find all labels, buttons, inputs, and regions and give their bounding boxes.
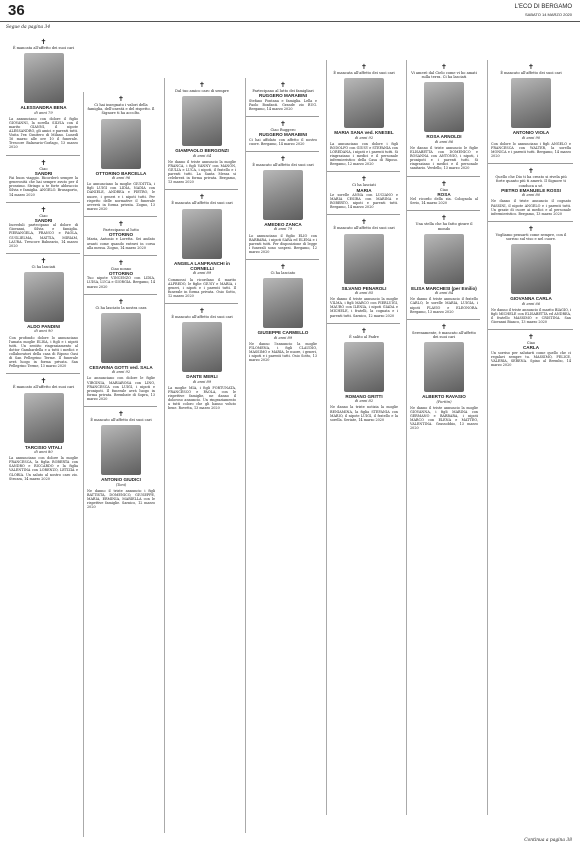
column-4 <box>245 78 319 833</box>
obituary-notice <box>246 78 319 117</box>
deceased-name: ANTONIO GIUDICI <box>101 477 141 483</box>
deceased-name: ALBERTO RAVASIO <box>422 394 466 400</box>
obituary-notice <box>246 152 319 260</box>
deceased-name: CESARINA GOTTI ved. SALA <box>89 364 153 370</box>
deceased-name: ANTONIO VIOLA <box>512 130 550 136</box>
portrait-photo <box>24 393 64 443</box>
column-5 <box>326 60 400 815</box>
deceased-age: di anni 84 <box>434 291 454 296</box>
deceased-name: SANDRI <box>34 217 53 223</box>
notice-intro: Partecipano al lutto dei famigliari <box>252 89 314 93</box>
cross-icon: ✝ <box>280 81 286 89</box>
deceased-name: ALDO PANDINI <box>27 324 60 330</box>
deceased-name: ELISA MARCHESI (per Emilio) <box>411 285 477 291</box>
deceased-age: di anni 89 <box>192 271 212 276</box>
notice-intro: Ci ha lasciati <box>31 264 56 269</box>
deceased-name: OTTORINO BARCELLA <box>95 170 147 176</box>
obituary-notice <box>165 190 238 304</box>
portrait-photo <box>101 313 141 363</box>
obituary-notice <box>407 177 480 212</box>
obituary-notice <box>165 78 238 190</box>
notice-body: Ne danno il triste annuncio le figlie ELISABETTA con DOMENICO e ROSANNA con ANTONIO, i nipoti, i pronipoti e i parenti tutti. Si ringraziano i medici e il personale sanitario. Verdello, 13 marzo 2020 <box>410 146 478 171</box>
deceased-name: GIAMPAOLO BERGONZI <box>175 148 229 154</box>
column-3 <box>164 78 238 833</box>
portrait-photo <box>424 342 464 392</box>
obituary-notice <box>84 295 157 407</box>
obituary-notice <box>6 203 80 254</box>
notice-body: La annunciano con dolore il figlio GIOVANNI, la sorella SILVIA con il marito GIANNI, il nipote ALESSANDRO, gli amici e parenti tutti. Visita l'ex Cimitero di Milano. Lunedì 16 marzo alle ore 10 il funerale. Trescore Balneario-Gorlago, 13 marzo 2020 <box>9 116 78 150</box>
cross-icon: ✝ <box>441 214 447 223</box>
deceased-name: RUGGERO MARABINI <box>259 132 307 138</box>
cross-icon: ✝ <box>280 154 286 163</box>
notice-body: Ne danno il triste annuncio la moglie FRANCA, i figli VANNY con MANON, GIULIA e LUCA, i nipoti, il fratello e i parenti tutti. La Santa Messa si celebrerà in forma privata. Bergamo, 13 marzo 2020 <box>168 159 236 185</box>
cross-icon: ✝ <box>118 410 124 419</box>
deceased-age: di anni 80 <box>521 193 541 198</box>
cross-icon: ✝ <box>40 256 47 265</box>
obituary-notice <box>6 374 80 485</box>
notice-intro: È mancata all'affetto dei suoi cari <box>333 71 395 75</box>
cross-icon: ✝ <box>528 63 534 71</box>
notice-intro: Ci ha lasciati <box>352 183 376 188</box>
obituary-notice <box>407 320 480 436</box>
obituary-notice <box>84 92 157 217</box>
deceased-name: PIETRO EMANUELE ROSSI <box>501 187 561 193</box>
deceased-name: RUGGERO MARABINI <box>259 93 307 99</box>
notice-intro: È salito al Padre <box>349 334 379 339</box>
notice-intro: Ci hai insegnato i valori della famiglia, dell'onestà e del rispetto. Il Signore ti ha accolto. <box>87 103 155 116</box>
notice-intro: Ciao <box>39 166 48 171</box>
deceased-age: di anni 86 <box>434 139 454 144</box>
notice-body: La moglie MIA, i figli FORTUNATA, FRANCESCO e PAOLA, con le rispettive famiglie, ne danno il doloroso annuncio. Un ringraziamento a tutti coloro che gli hanno voluto bene. Rovetta, 13 marzo 2020 <box>168 385 236 411</box>
cross-icon: ✝ <box>528 333 534 342</box>
obituary-notice <box>84 407 157 514</box>
cross-icon: ✝ <box>118 219 124 228</box>
obituary-notice <box>327 60 400 172</box>
column-1 <box>6 35 80 835</box>
deceased-name: CARLA <box>522 345 540 351</box>
cross-icon: ✝ <box>40 158 47 167</box>
deceased-age: di anni 66 <box>521 301 541 306</box>
deceased-age: di anni 89 <box>192 379 212 384</box>
notice-body: Stefano Fontana e famiglia. Lella e Paolo Bonfanti. Grande zio RUG. Bergamo, 14 marzo 2020 <box>249 98 317 111</box>
notice-intro: È mancato all'affetto dei suoi cari <box>171 315 233 320</box>
deceased-name: MARIA SANA ved. KNESEL <box>334 130 394 136</box>
notice-intro: Dal tuo amico caro di sempre <box>175 89 229 93</box>
deceased-age: di anni 90 <box>521 135 541 140</box>
notice-body: Lo annunciano con dolore le figlie VIRGINIA, MARIAROSA con LINO, FRANCESCA con LUIGI, i nipoti e pronipoti. Il funerale avrà luogo in forma privata. Brembate di Sopra, 13 marzo 2020 <box>87 376 155 401</box>
notice-intro: È mancata all'affetto dei suoi cari <box>12 46 75 50</box>
cross-icon: ✝ <box>118 95 124 103</box>
portrait-photo <box>182 322 222 372</box>
obituary-notice <box>6 35 80 156</box>
publication-date: SABATO 14 MARZO 2020 <box>525 12 572 17</box>
deceased-name: OTTORINO <box>108 232 134 238</box>
deceased-age: (Toni) <box>115 482 127 487</box>
notice-intro: È mancato all'affetto dei suoi cari <box>500 71 562 75</box>
cross-icon: ✝ <box>528 224 534 233</box>
notice-body: Con dolore lo annunciano i figli ANGELO e FRANCESCA con WALTER, la sorella MONICA e i parenti tutti. Bergamo, 14 marzo 2020 <box>491 141 571 159</box>
deceased-age: di anni 82 <box>354 399 374 404</box>
notice-intro: Ciao Ruggero <box>270 127 296 132</box>
deceased-age: di anni 89 <box>273 335 293 340</box>
portrait-photo <box>511 244 551 294</box>
portrait-photo <box>424 234 464 284</box>
cross-icon: ✝ <box>199 81 205 89</box>
deceased-name: ROSA <box>437 191 451 197</box>
notice-body: Lo annunciano la moglie GIUDITTA, i figli LUIGI con LIDIA, NADIA con DANIELE, ANDREA e PIETRO, le nuore, i generi e i nipoti tutti. Per rispetto delle normative il funerale avverrà in forma privata. Zogno, 13 marzo 2020 <box>87 182 155 211</box>
obituary-notice <box>488 222 573 330</box>
notice-intro: Ciao <box>526 341 536 346</box>
deceased-name: DANTE MERLI <box>186 374 218 380</box>
deceased-age: di anni 64 <box>192 153 212 158</box>
deceased-age: di anni 96 <box>111 176 131 181</box>
notice-intro: È mancato all'affetto dei suoi cari <box>252 162 314 167</box>
deceased-name: ALESSANDRA BENA <box>20 105 67 111</box>
column-7 <box>487 60 573 815</box>
cross-icon: ✝ <box>199 193 205 202</box>
deceased-name: SANDRI <box>34 170 53 176</box>
notice-body: Ne danno il triste annuncio i figli BATTISTA, DOMENICO, GIUSEPPE, MARIA, ERMINIA, MARIELLA con le rispettive famiglie. Sarnico, 12 marzo 2020 <box>87 488 155 510</box>
cross-icon: ✝ <box>199 307 205 316</box>
deceased-name: TARCISIO VITALI <box>24 444 63 450</box>
cross-icon: ✝ <box>118 297 124 306</box>
deceased-name: ANGELA LANFRANCHI in CORNELLI <box>174 260 230 271</box>
notice-body: Ne danno la triste notizia la moglie BENIAMINA, la figlia STEFANIA con MARIO, il nipote LUIGI, il fratello e la sorella. Seriate, 14 marzo 2020 <box>330 405 398 422</box>
obituary-notice <box>6 254 80 375</box>
cross-icon: ✝ <box>361 218 367 227</box>
page-number: 36 <box>8 2 25 19</box>
cross-icon: ✝ <box>40 38 47 46</box>
portrait-photo <box>182 209 222 259</box>
notice-body: Un sorriso per salutarti come quello che ci regalavi sempre tu. MASSIMO, FELICE, VALERIA, SERENA. Spino al Brembo, 14 marzo 2020 <box>491 350 571 368</box>
deceased-name: MARIA <box>356 187 372 193</box>
portrait-photo <box>263 170 303 220</box>
deceased-age: di anni 92 <box>111 370 131 375</box>
notice-body: Fai buon viaggio. Ricorderò sempre la generosità che hai sempre avuto per il prossimo. Stringo a te forte abbraccio Silvia e famiglia. ANGELO. Brusaporto, 14 marzo 2020 <box>9 176 78 197</box>
obituary-notice <box>84 217 157 256</box>
portrait-photo <box>182 96 222 146</box>
notice-body: Increduli partecipano al dolore di Giovanni, Silvia e famiglia. PIERANGELA, FRANCO e PAOLA, GUGLIELMA, MATTIA, MIRIAM, LAURA. Trescore Balneario, 14 marzo 2020 <box>9 223 78 248</box>
deceased-age: di anni 92 <box>354 135 374 140</box>
portrait-photo <box>263 278 303 328</box>
cross-icon: ✝ <box>40 205 47 214</box>
obituary-notice <box>84 256 157 295</box>
notice-body: Ci hai affidato con affetto il nostro cuore. Bergamo, 14 marzo 2020 <box>249 137 317 146</box>
notice-body: Ne danno il triste annuncio il cognato PASSINI, il nipote ANGELO e i parenti tutti. Un grazie di cuore ai medici e al personale infermieristico. Bergamo, 13 marzo 2020 <box>491 199 571 216</box>
notice-intro: Vi amerò dal Cielo come vi ho amati sulla terra. Ci ha lasciati <box>411 71 477 80</box>
notice-body: Ne danno il triste annuncio la moglie VILMA, i figli MARCO con PIERLUIGI, MAURO con ILENIA, i nipoti GIADA e MICHELE, i fratelli, la cognata e i parenti tutti. Sarnico, 12 marzo 2020 <box>330 297 398 318</box>
cross-icon: ✝ <box>118 258 124 267</box>
cross-icon: ✝ <box>40 377 47 386</box>
notice-intro: È mancata all'affetto dei suoi cari <box>171 201 233 206</box>
notice-body: Commossi la ricordano il marito ALFREDO, le figlie GIUSY e MARIA, i generi, i nipoti e i parenti tutti. Il funerale in forma privata. Osio Sotto, 12 marzo 2020 <box>168 277 236 298</box>
notice-intro: Ci ha lasciato <box>270 270 296 275</box>
continued-to-note: Continua a pagina 38 <box>524 837 572 843</box>
cross-icon: ✝ <box>441 179 447 188</box>
portrait-photo <box>101 119 141 169</box>
obituary-notice <box>246 117 319 152</box>
page-header <box>0 0 580 22</box>
notice-body: Con profondo dolore lo annunciano l'amata moglie ELISA, i figli e i nipoti tutti. Un sentito ringraziamento al dottor Gambardella e a tutti i medici e collaboratori della casa di Riposo Oasi di San Pellegrino Terme. Il funerale avrà luogo in forma privata. San Pellegrino Terme, 13 marzo 2020 <box>9 335 78 369</box>
notice-intro: Una stella che ha fatto girare il mondo <box>415 222 473 231</box>
cross-icon: ✝ <box>280 119 286 128</box>
obituary-notice <box>6 156 80 203</box>
obituary-notice <box>246 260 319 367</box>
deceased-name: GIUSEPPE CARMELLO <box>257 330 309 336</box>
obituary-notice <box>165 304 238 415</box>
notice-intro: Partecipano al lutto <box>103 227 139 232</box>
notice-body: Ne danno il triste annuncio la moglie GIOVANNA, i figli MARINA con GERMANO e BARBARA, i nipoti MARCO con ELENA e MATTEO, VALENTINA. Grassobbio, 13 marzo 2020 <box>410 405 478 431</box>
obituary-notice <box>407 60 480 177</box>
notice-body: Lo annunciano il figlio ELIO con BARBARA, i nipoti SARA ed ELENA e i parenti tutti. Per disposizione di legge i funerali sono sospesi. Bergamo, 12 marzo 2020 <box>249 233 317 254</box>
deceased-name: GIOVANNA CARLA <box>510 296 552 302</box>
deceased-age: di anni 79 <box>34 110 53 115</box>
portrait-photo <box>344 342 384 392</box>
notice-intro: Serenamente, è mancato all'affetto dei suoi cari <box>412 330 476 339</box>
notice-body: Ne danno il triste annuncio il marito BIAGIO, i figli MICHELE con ELISABETTA ed ANDREA, il fratello MASSIMO e CRISTINA. San Giovanni Bianco, 13 marzo 2020 <box>491 307 571 325</box>
notice-body: Tuo nipote VINCENZO con LIDIA, LUISA, LUCA e GIORGIA. Bergamo, 14 marzo 2020 <box>87 276 155 289</box>
deceased-name: AMEDEO ZANCA <box>264 221 302 227</box>
cross-icon: ✝ <box>441 322 447 331</box>
notice-body: Ne danno l'annuncio la moglie FILOMENA, i figli CLAUDIO, MASSIMO e MARIA, le nuore, i generi, i nipoti e i parenti tutti. Osio Sotto, 13 marzo 2020 <box>249 341 317 363</box>
deceased-name: ROSA ARNOLDI <box>426 134 462 140</box>
obituary-notice <box>327 215 400 323</box>
portrait-photo <box>344 234 384 284</box>
deceased-name: SILVANO PENAROLI <box>341 285 387 291</box>
portrait-photo <box>344 78 384 128</box>
notice-intro: Quello che Dio ti ha creato si rivela più forte quanto più ti amerò. Il Signore ti conduca a sé. <box>495 175 567 188</box>
notice-body: La annunciano con dolore la moglie FRANCESCA, la figlia ROBERTA con SANDRO e RICCARDO e la figlia VALENTINA con LORENZO, LETIZIA e GLORIA. Un saluto al nostro caro zio. Strozza, 14 marzo 2020 <box>9 456 78 481</box>
notice-body: Le sorelle ANNA con LUCIANO e MARIA CESIRA con MARINA e ROBERTO, nipoti e parenti tutti. Bergamo, 14 marzo 2020 <box>330 192 398 210</box>
portrait-photo <box>24 272 64 322</box>
notice-body: Maria, Antonio e Loretta. Sei andato avanti come quando entravi in corsa alla messa. Zogno, 14 marzo 2020 <box>87 237 155 250</box>
obituary-notice <box>488 330 573 372</box>
deceased-age: di anni 90 <box>34 329 53 334</box>
deceased-age: di anni 79 <box>273 227 293 232</box>
notice-intro: Ciao <box>39 213 48 218</box>
deceased-age: di anni 85 <box>354 290 374 295</box>
notice-intro: È mancato all'affetto dei suoi cari <box>90 418 152 423</box>
obituary-notice <box>407 211 480 319</box>
column-2 <box>83 92 157 837</box>
portrait-photo <box>511 78 551 128</box>
cross-icon: ✝ <box>280 262 286 271</box>
notice-intro: Ciao nonno <box>110 266 132 271</box>
deceased-age: di anni 80 <box>34 449 53 454</box>
deceased-name: ROMANO GRITTI <box>345 393 383 399</box>
notice-intro: Ci ha lasciato la nostra cara <box>95 305 147 310</box>
newspaper-title: L'ECO DI BERGAMO <box>514 4 572 10</box>
column-6 <box>406 60 480 815</box>
obituary-notice <box>327 324 400 427</box>
notice-intro: È mancato all'affetto dei suoi cari <box>12 385 75 390</box>
notice-intro: Vogliamo pensarti come sempre, con il sorriso sul viso e nel cuore. <box>495 232 567 241</box>
obituary-notice <box>327 172 400 215</box>
deceased-name: OTTORINO <box>108 270 134 276</box>
portrait-photo <box>24 53 64 103</box>
cross-icon: ✝ <box>441 63 447 71</box>
cross-icon: ✝ <box>528 167 534 176</box>
notice-body: Nel ricordo della zia. Colognola al Serio, 14 marzo 2020 <box>410 197 478 206</box>
continued-from-note: Segue da pagina 34 <box>6 25 51 30</box>
cross-icon: ✝ <box>361 63 367 71</box>
notice-body: Ne danno il triste annuncio il fratello CARLO, le sorelle MARIA, LUIGIA, i nipoti FLAVIO e ELEONORA. Bergamo, 13 marzo 2020 <box>410 297 478 314</box>
portrait-photo <box>101 425 141 475</box>
portrait-photo <box>424 82 464 132</box>
obituary-notice <box>488 60 573 164</box>
cross-icon: ✝ <box>361 326 367 335</box>
notice-body: La annunciano con dolore i figli RODOLFO con GIUSY e STEFANIA con LOREDANA, i nipoti e i parenti tutti. Si ringraziano i medici e il personale infermieristico della Casa di Riposo. Bergamo, 12 marzo 2020 <box>330 141 398 167</box>
notice-intro: È mancato all'affetto dei suoi cari <box>333 226 395 231</box>
obituary-notice <box>488 164 573 222</box>
cross-icon: ✝ <box>361 175 367 184</box>
notice-intro: Ciao <box>439 187 449 192</box>
deceased-age: (Poritin) <box>436 399 452 404</box>
